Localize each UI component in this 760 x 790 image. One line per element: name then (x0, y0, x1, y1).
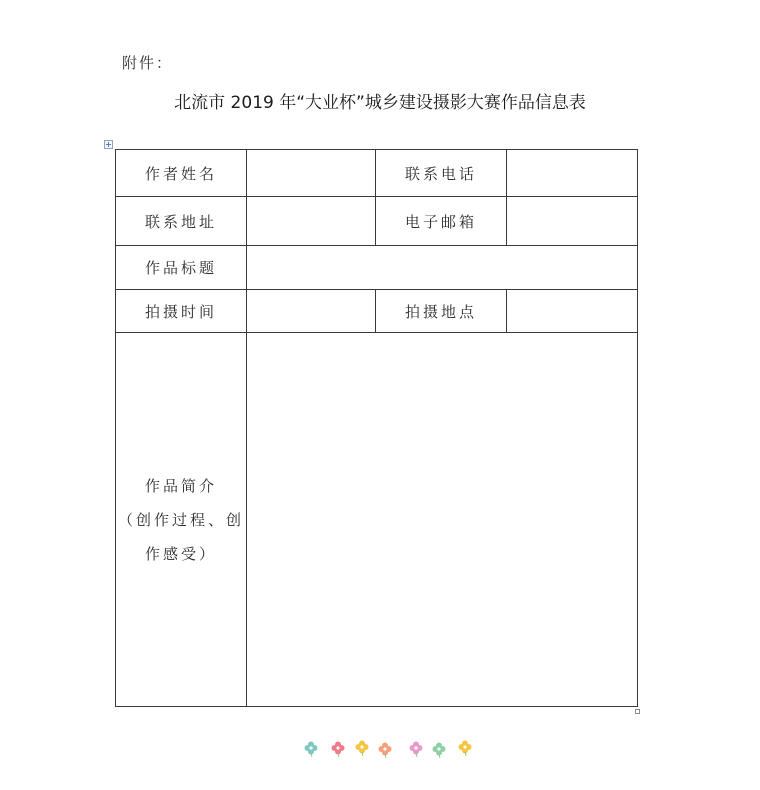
author-name-label: 作者姓名 (116, 150, 247, 197)
intro-label-line: 作感受） (144, 544, 217, 563)
flower-icon (379, 743, 392, 759)
address-label: 联系地址 (116, 197, 247, 246)
table-resize-handle[interactable] (635, 709, 640, 714)
attachment-label: 附件： (122, 54, 174, 72)
info-table (115, 149, 638, 707)
shoot-time-cell[interactable] (247, 290, 376, 333)
shoot-location-label: 拍摄地点 (376, 290, 507, 333)
table-move-handle-icon[interactable] (104, 140, 113, 149)
flower-icon (433, 743, 446, 759)
address-cell[interactable] (247, 197, 376, 246)
email-label: 电子邮箱 (376, 197, 507, 246)
phone-cell[interactable] (507, 150, 638, 197)
intro-cell[interactable] (247, 333, 638, 707)
table-row (116, 333, 638, 707)
intro-label-line: 作品简介 (144, 476, 217, 495)
intro-label-line: （创作过程、创 (117, 510, 244, 529)
flower-icon (305, 742, 318, 758)
document-title: 北流市 2019 年“大业杯”城乡建设摄影大赛作品信息表 (174, 93, 586, 113)
table-row (116, 290, 638, 333)
flower-icon (459, 741, 472, 757)
author-name-cell[interactable] (247, 150, 376, 197)
work-title-label: 作品标题 (116, 246, 247, 290)
email-cell[interactable] (507, 197, 638, 246)
table-row (116, 150, 638, 197)
phone-label: 联系电话 (376, 150, 507, 197)
shoot-location-cell[interactable] (507, 290, 638, 333)
flower-icon (410, 742, 423, 758)
shoot-time-label: 拍摄时间 (116, 290, 247, 333)
table-row (116, 246, 638, 290)
table-row (116, 197, 638, 246)
intro-label (116, 333, 247, 707)
work-title-cell[interactable] (247, 246, 638, 290)
flower-icon (356, 741, 369, 757)
decorative-flowers (0, 737, 760, 761)
flower-icon (332, 742, 345, 758)
